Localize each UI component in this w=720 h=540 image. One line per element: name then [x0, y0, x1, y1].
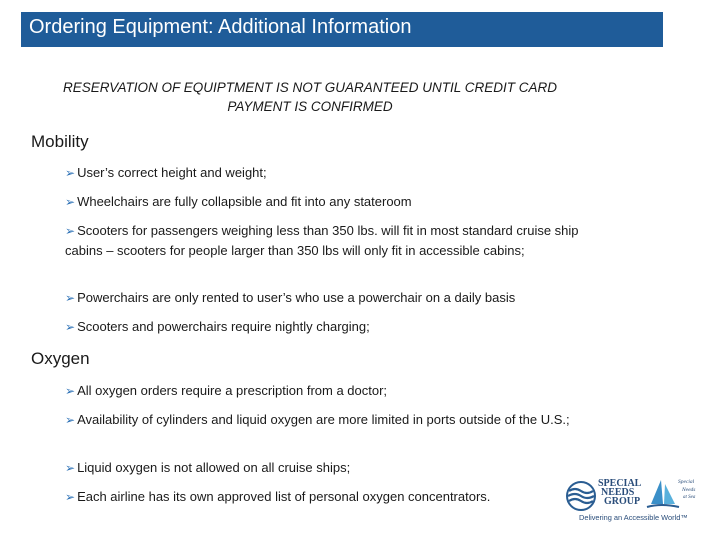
- bullet-text: Powerchairs are only rented to user’s who use a powerchair on a daily basis: [77, 290, 516, 305]
- arrow-bullet-icon: ➢: [65, 384, 76, 398]
- logo-name-line1: SPECIAL: [598, 478, 642, 489]
- logo-tagline: Delivering an Accessible World™: [579, 513, 688, 522]
- mobility-item-5: [65, 317, 605, 337]
- oxygen-heading: Oxygen: [31, 349, 90, 368]
- title-bar: [21, 12, 663, 47]
- bullet-text: Liquid oxygen is not allowed on all cruise ships;: [77, 460, 351, 475]
- arrow-bullet-icon: ➢: [65, 320, 76, 334]
- mobility-item-1: [65, 163, 605, 183]
- bullet-text: Availability of cylinders and liquid oxygen are more limited in ports outside of the U.S.;: [77, 412, 570, 427]
- sea-logo-line1: Special: [678, 479, 695, 485]
- arrow-bullet-icon: ➢: [65, 291, 76, 305]
- logo-name-line2: NEEDS: [601, 487, 635, 498]
- wave-globe-icon: [567, 482, 595, 510]
- special-needs-group-logo: [565, 474, 705, 524]
- mobility-item-3: [65, 221, 605, 260]
- bullet-text: Scooters and powerchairs require nightly charging;: [77, 319, 370, 334]
- page-title: Ordering Equipment: Additional Information: [29, 16, 412, 38]
- oxygen-item-3: [65, 458, 605, 478]
- logo-name-line3: GROUP: [604, 496, 641, 507]
- arrow-bullet-icon: ➢: [65, 195, 76, 209]
- bullet-text: Scooters for passengers weighing less than 350 lbs. will fit in most standard cruise ship cabins – scooters for people larger than 350 lbs will only fit in accessible cabins;: [65, 223, 579, 258]
- bullet-text: Wheelchairs are fully collapsible and fit into any stateroom: [77, 194, 412, 209]
- arrow-bullet-icon: ➢: [65, 461, 76, 475]
- oxygen-item-1: [65, 381, 605, 401]
- mobility-item-2: [65, 192, 605, 212]
- arrow-bullet-icon: ➢: [65, 224, 76, 238]
- oxygen-item-2: [65, 410, 605, 430]
- bullet-text: User’s correct height and weight;: [77, 165, 267, 180]
- arrow-bullet-icon: ➢: [65, 490, 76, 504]
- sailboat-icon: [647, 480, 679, 507]
- bullet-text: Each airline has its own approved list of personal oxygen concentrators.: [77, 489, 491, 504]
- bullet-text: All oxygen orders require a prescription from a doctor;: [77, 383, 388, 398]
- sea-logo-line3: at Sea: [683, 495, 696, 500]
- arrow-bullet-icon: ➢: [65, 413, 76, 427]
- mobility-item-4: [65, 288, 605, 308]
- oxygen-item-4: [65, 487, 605, 507]
- reservation-notice: RESERVATION OF EQUIPTMENT IS NOT GUARANTEED UNTIL CREDIT CARD PAYMENT IS CONFIRMED: [62, 80, 558, 114]
- arrow-bullet-icon: ➢: [65, 166, 76, 180]
- mobility-heading: Mobility: [31, 132, 89, 151]
- sea-logo-line2: Needs: [682, 487, 696, 493]
